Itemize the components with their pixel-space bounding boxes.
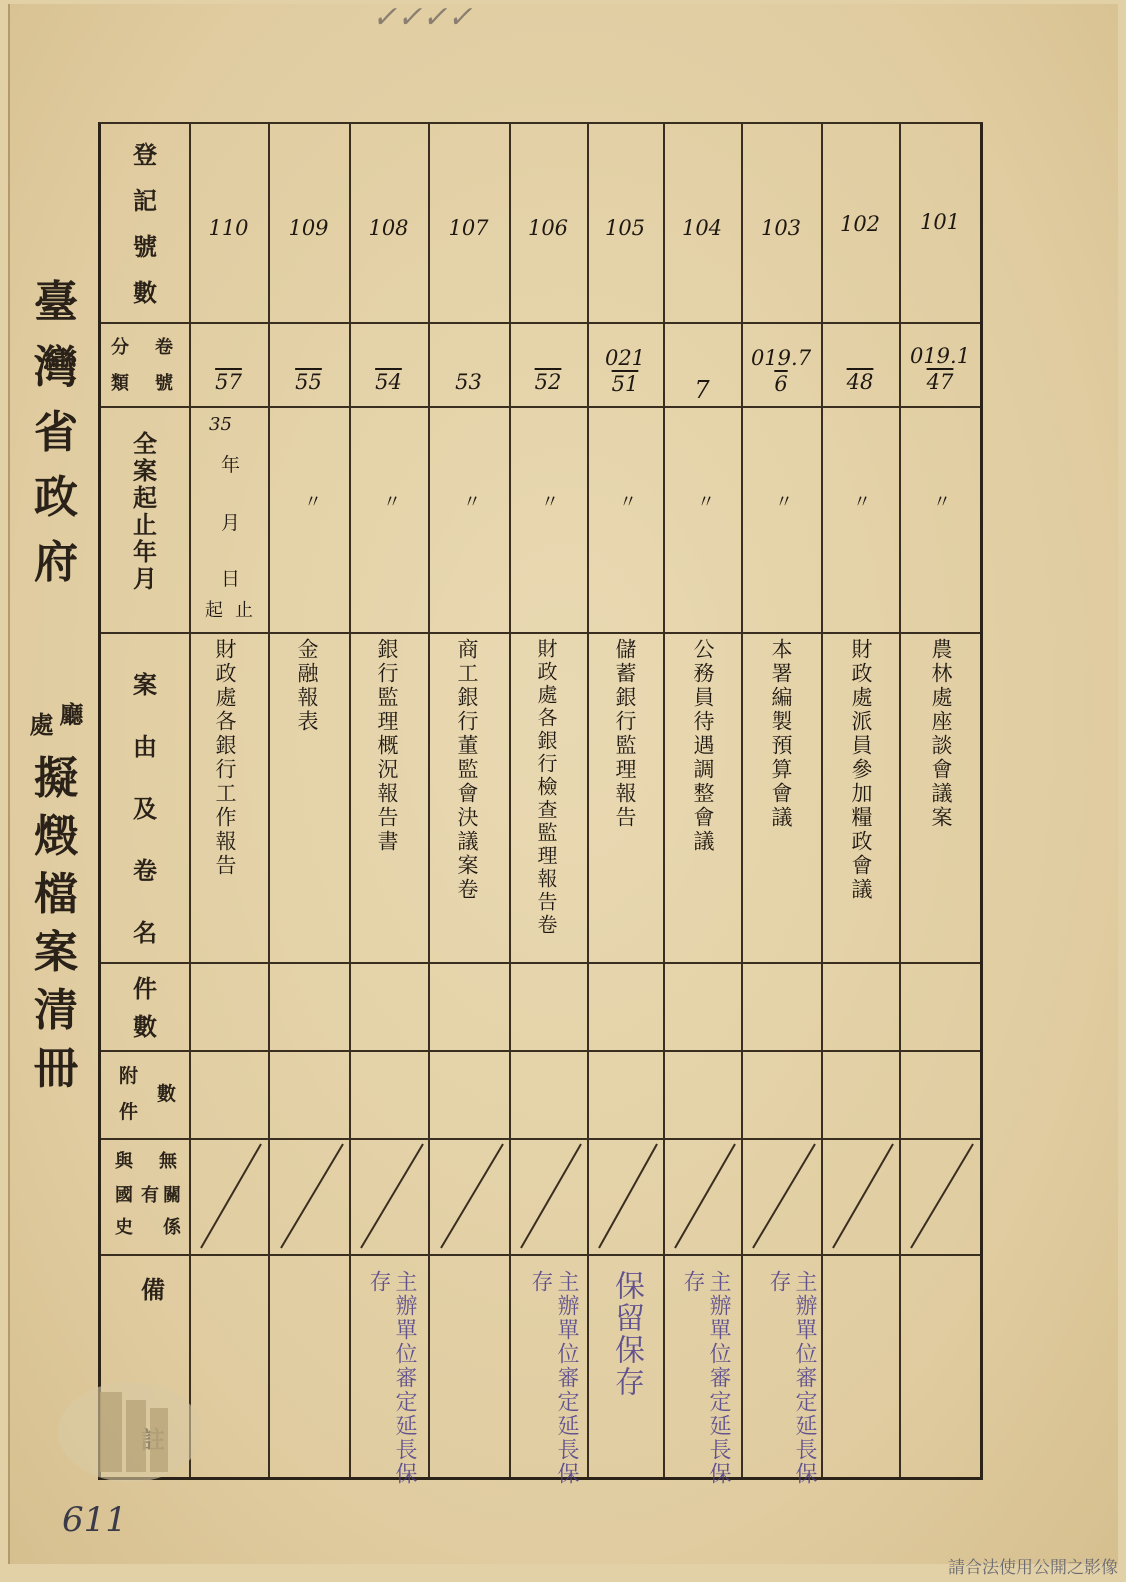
reg-number: 102 bbox=[839, 212, 881, 236]
side-sub-right: 廳 bbox=[55, 702, 84, 726]
class-top: 019.1 bbox=[909, 344, 971, 368]
class-number: 51 bbox=[611, 372, 639, 396]
title-char: 灣 bbox=[34, 342, 78, 393]
title2-char: 擬 bbox=[34, 753, 78, 804]
hdr-char: 月 bbox=[133, 564, 157, 593]
remark-stamp: 主辦單位審定延長保存 bbox=[680, 1270, 731, 1486]
row-divider bbox=[101, 962, 980, 964]
class-number: 52 bbox=[534, 370, 562, 394]
document-title-register bbox=[30, 750, 82, 1098]
subject-text: 財政處派員參加糧政會議 bbox=[849, 638, 873, 902]
diagonal-strikes bbox=[189, 1138, 983, 1254]
header-attach-b: 件 bbox=[119, 1101, 139, 1123]
hdr-char: 數 bbox=[133, 1012, 157, 1041]
header-reg-number bbox=[101, 132, 189, 316]
column-divider bbox=[741, 124, 743, 1477]
subject-text: 財政處各銀行工作報告 bbox=[213, 638, 237, 878]
hdr-char: 件 bbox=[133, 974, 157, 1003]
subject-text: 銀行監理概況報告書 bbox=[375, 638, 399, 854]
hdr-char: 止 bbox=[133, 510, 157, 539]
title2-char: 案 bbox=[34, 927, 78, 978]
class-number: 54 bbox=[375, 370, 402, 394]
date-month-label: 月 bbox=[221, 512, 241, 534]
ditto-mark: 〃 bbox=[541, 492, 559, 513]
date-year: 35 bbox=[209, 414, 232, 435]
reg-number: 110 bbox=[208, 216, 249, 240]
column-divider bbox=[349, 124, 351, 1477]
hdr-char: 記 bbox=[133, 186, 157, 215]
class-number: 55 bbox=[295, 370, 322, 394]
reg-number: 104 bbox=[681, 216, 723, 240]
subject-text: 本署編製預算會議 bbox=[769, 638, 793, 830]
title2-char: 檔 bbox=[34, 869, 78, 920]
register-table bbox=[98, 122, 983, 1486]
date-from-label: 起 bbox=[205, 600, 223, 621]
ditto-mark: 〃 bbox=[463, 492, 481, 513]
header-count bbox=[101, 970, 189, 1046]
class-top: 019.7 bbox=[750, 346, 812, 370]
date-to-label: 止 bbox=[235, 600, 253, 621]
document-title-org bbox=[30, 270, 82, 595]
header-hist-a: 與 bbox=[115, 1151, 133, 1172]
subject-text: 農林處座談會議案 bbox=[929, 638, 953, 830]
title2-char: 清 bbox=[34, 985, 78, 1036]
class-number: 6 bbox=[774, 372, 788, 396]
class-number: 53 bbox=[455, 370, 482, 394]
title-char: 府 bbox=[34, 537, 78, 588]
hdr-char: 卷 bbox=[133, 856, 157, 885]
title-char: 政 bbox=[34, 472, 78, 523]
hdr-char: 起 bbox=[133, 483, 157, 512]
header-dates bbox=[101, 430, 189, 592]
remark-stamp: 保留保存 bbox=[609, 1270, 644, 1398]
header-attach-a: 附 bbox=[119, 1065, 139, 1087]
hdr-char: 名 bbox=[133, 918, 157, 947]
remark-stamp: 主辦單位審定延長保存 bbox=[528, 1270, 579, 1486]
hdr-char: 及 bbox=[133, 794, 157, 823]
reg-number: 103 bbox=[760, 216, 802, 240]
column-divider bbox=[428, 124, 430, 1477]
class-number: 47 bbox=[926, 370, 954, 394]
subject-text: 商工銀行董監會決議案卷 bbox=[455, 638, 479, 902]
header-hist-d: 無 bbox=[159, 1151, 177, 1172]
class-number: 7 bbox=[694, 376, 710, 404]
title2-char: 冊 bbox=[34, 1043, 78, 1094]
page-number: 611 bbox=[62, 1500, 127, 1540]
row-divider bbox=[101, 1254, 980, 1256]
reg-number: 107 bbox=[448, 216, 489, 240]
title-char: 省 bbox=[34, 407, 78, 458]
header-attach-c: 數 bbox=[157, 1083, 177, 1105]
subject-text: 財政處各銀行檢查監理報告卷 bbox=[534, 638, 558, 937]
reg-number: 101 bbox=[919, 210, 961, 234]
ditto-mark: 〃 bbox=[304, 492, 322, 513]
ditto-mark: 〃 bbox=[775, 492, 793, 513]
archive-logo-icon bbox=[50, 1372, 200, 1492]
row-divider bbox=[101, 322, 980, 324]
subject-text: 儲蓄銀行監理報告 bbox=[613, 638, 637, 830]
hdr-char: 登 bbox=[133, 140, 157, 169]
row-divider bbox=[101, 632, 980, 634]
header-class-b: 卷 bbox=[155, 337, 173, 358]
hdr-char: 案 bbox=[133, 456, 157, 485]
side-sub-left: 處 bbox=[25, 712, 54, 736]
class-number: 57 bbox=[215, 370, 242, 394]
column-divider bbox=[821, 124, 823, 1477]
reg-number: 109 bbox=[288, 216, 329, 240]
ditto-mark: 〃 bbox=[853, 492, 871, 513]
column-divider bbox=[509, 124, 511, 1477]
header-hist-c: 史 bbox=[115, 1217, 133, 1238]
row-divider bbox=[101, 406, 980, 408]
hdr-char: 全 bbox=[133, 429, 157, 458]
header-hist-b: 國 bbox=[115, 1185, 133, 1206]
header-hist-e: 有 bbox=[141, 1185, 159, 1206]
hdr-char: 號 bbox=[133, 232, 157, 261]
header-hist-g: 係 bbox=[163, 1217, 181, 1238]
column-divider bbox=[189, 124, 191, 1477]
header-subject bbox=[101, 654, 189, 964]
hdr-char: 數 bbox=[133, 278, 157, 307]
ditto-mark: 〃 bbox=[697, 492, 715, 513]
row-divider bbox=[101, 1050, 980, 1052]
pencil-marks: ✓✓✓✓ bbox=[372, 0, 473, 35]
header-remarks-top: 備 bbox=[141, 1275, 165, 1304]
column-divider bbox=[268, 124, 270, 1477]
title-char: 臺 bbox=[34, 277, 78, 328]
header-hist-f: 關 bbox=[163, 1185, 181, 1206]
hdr-char: 由 bbox=[133, 732, 157, 761]
header-class-d: 號 bbox=[155, 373, 173, 394]
hdr-char: 年 bbox=[133, 537, 157, 566]
reg-number: 105 bbox=[604, 216, 646, 240]
usage-watermark: 請合法使用公開之影像 bbox=[948, 1558, 1118, 1578]
column-divider bbox=[899, 124, 901, 1477]
header-class-c: 類 bbox=[111, 373, 129, 394]
column-divider bbox=[663, 124, 665, 1477]
ditto-mark: 〃 bbox=[619, 492, 637, 513]
remark-stamp: 主辦單位審定延長保存 bbox=[766, 1270, 817, 1486]
class-top: 021 bbox=[604, 346, 646, 370]
remark-stamp: 主辦單位審定延長保存 bbox=[366, 1270, 417, 1486]
class-number: 48 bbox=[846, 370, 874, 394]
reg-number: 106 bbox=[527, 216, 569, 240]
title2-char: 燬 bbox=[34, 811, 78, 862]
ditto-mark: 〃 bbox=[933, 492, 951, 513]
date-year-label: 年 bbox=[221, 454, 241, 476]
header-class-a: 分 bbox=[111, 337, 129, 358]
reg-number: 108 bbox=[368, 216, 409, 240]
subject-text: 公務員待遇調整會議 bbox=[691, 638, 715, 854]
date-day-label: 日 bbox=[221, 568, 241, 590]
hdr-char: 案 bbox=[133, 670, 157, 699]
subject-text: 金融報表 bbox=[295, 638, 319, 734]
column-divider bbox=[587, 124, 589, 1477]
ditto-mark: 〃 bbox=[383, 492, 401, 513]
